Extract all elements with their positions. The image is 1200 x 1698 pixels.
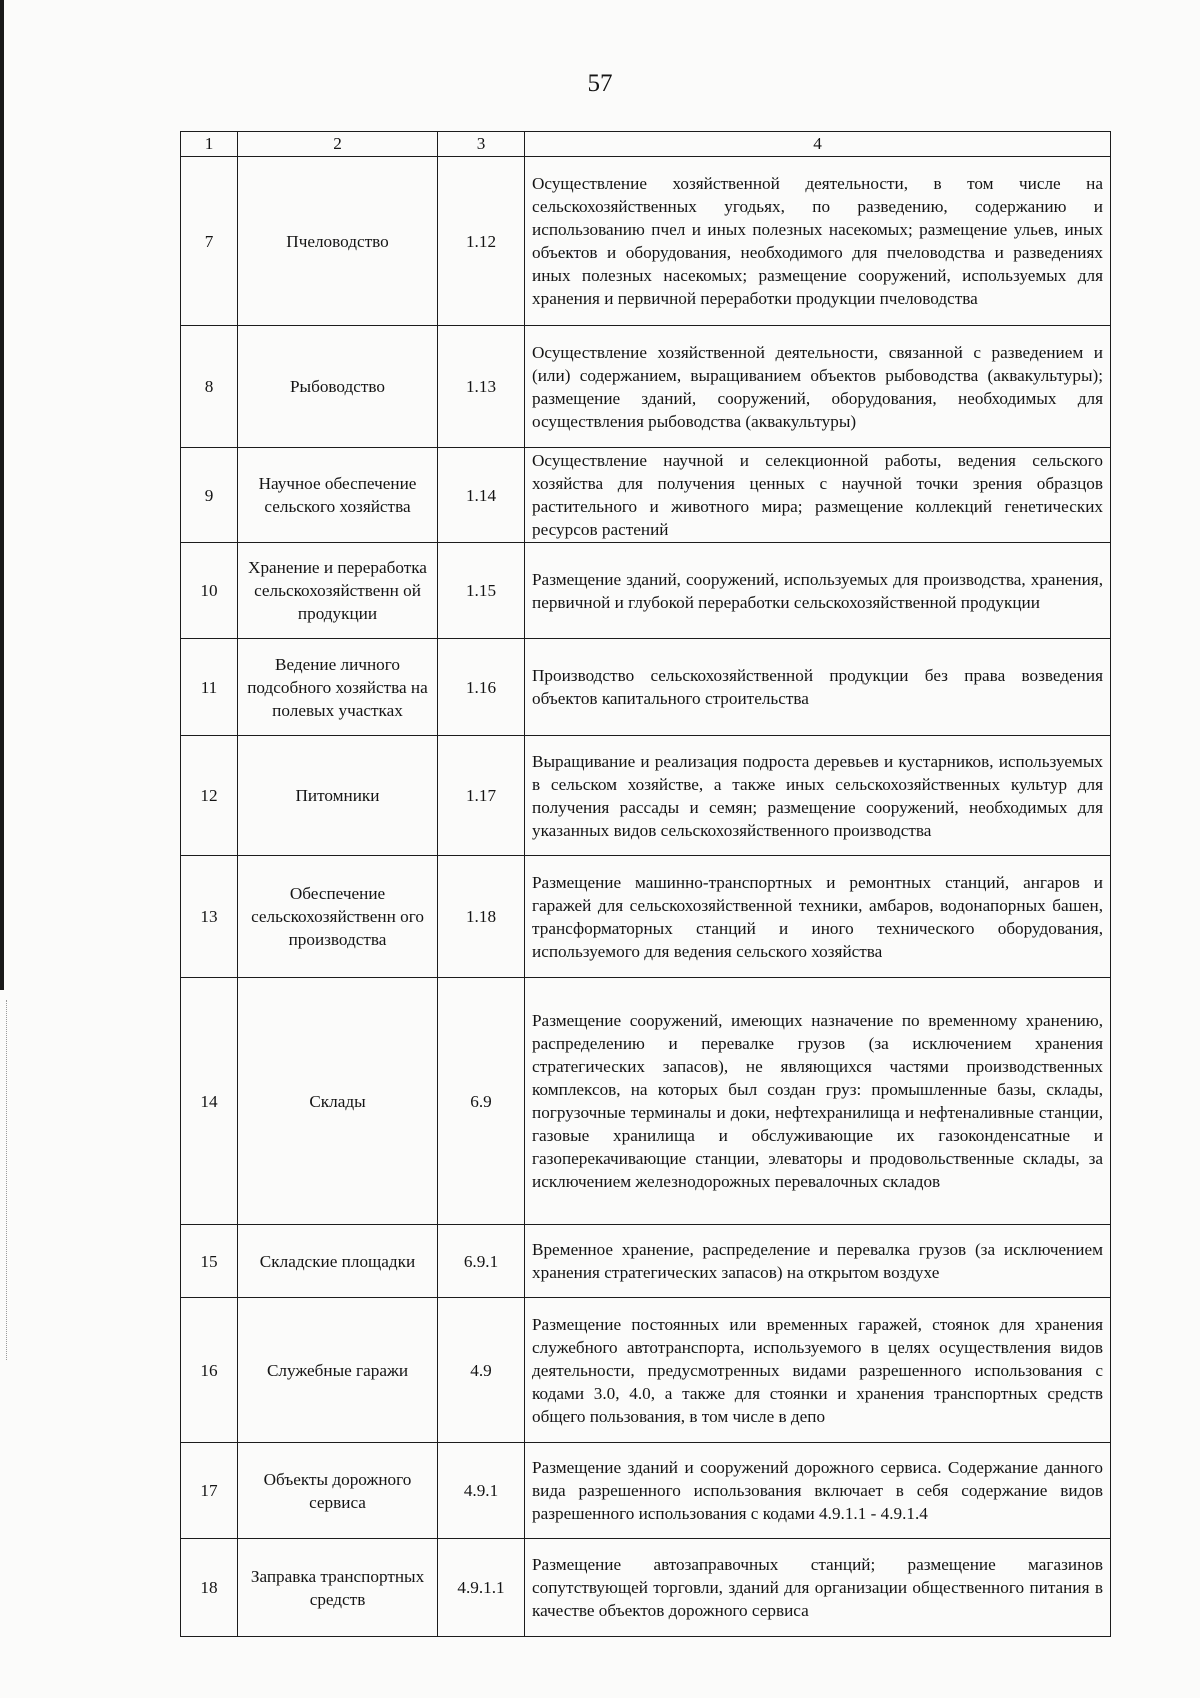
table-row [181, 856, 1111, 978]
use-type-code: 1.13 [438, 326, 525, 448]
table-row [181, 1225, 1111, 1298]
column-number-row [181, 132, 1111, 157]
use-type-description: Размещение сооружений, имеющих назначение по временному хранению, распределению и перевалке грузов (за исключением хранения стратегических запасов), не являющихся частями производственных комплексов, на которых был создан груз: промышленные базы, склады, погрузочные терминалы и доки, нефтехранилища и нефтеналивные станции, газовые хранилища и обслуживающие их газоконденсатные и газоперекачивающие станции, элеваторы и продовольственные склады, за исключением железнодорожных перевалочных складов [525, 978, 1111, 1225]
use-type-code: 6.9 [438, 978, 525, 1225]
row-number: 8 [181, 326, 238, 448]
use-type-code: 4.9.1 [438, 1443, 525, 1539]
use-type-code: 1.18 [438, 856, 525, 978]
use-type-description: Размещение машинно-транспортных и ремонтных станций, ангаров и гаражей для сельскохозяйственной техники, амбаров, водонапорных башен, трансформаторных станций и иного технического оборудования, используемого для ведения сельского хозяйства [525, 856, 1111, 978]
use-type-code: 4.9.1.1 [438, 1539, 525, 1637]
table-row [181, 326, 1111, 448]
table-row [181, 978, 1111, 1225]
table-row [181, 736, 1111, 856]
use-type-name: Объекты дорожного сервиса [238, 1443, 438, 1539]
row-number: 14 [181, 978, 238, 1225]
row-number: 18 [181, 1539, 238, 1637]
use-type-description: Размещение автозаправочных станций; размещение магазинов сопутствующей торговли, зданий для организации общественного питания в качестве объектов дорожного сервиса [525, 1539, 1111, 1637]
use-type-code: 4.9 [438, 1298, 525, 1443]
use-type-name: Пчеловодство [238, 157, 438, 326]
table-row [181, 543, 1111, 639]
use-type-name: Заправка транспортных средств [238, 1539, 438, 1637]
column-header: 2 [238, 132, 438, 157]
use-type-name: Хранение и переработка сельскохозяйственн ой продукции [238, 543, 438, 639]
column-header: 1 [181, 132, 238, 157]
use-type-code: 1.12 [438, 157, 525, 326]
table-row [181, 157, 1111, 326]
row-number: 16 [181, 1298, 238, 1443]
land-use-table [180, 131, 1111, 1637]
use-type-code: 6.9.1 [438, 1225, 525, 1298]
column-header: 4 [525, 132, 1111, 157]
page-number: 57 [587, 70, 613, 97]
use-type-description: Размещение постоянных или временных гаражей, стоянок для хранения служебного автотранспорта, используемого в целях осуществления видов деятельности, предусмотренных видами разрешенного использования с кодами 3.0, 4.0, а также для стоянки и хранения транспортных средств общего пользования, в том числе в депо [525, 1298, 1111, 1443]
use-type-description: Осуществление научной и селекционной работы, ведения сельского хозяйства для получения ценных с научной точки зрения образцов растительного и животного мира; размещение коллекций генетических ресурсов растений [525, 448, 1111, 543]
row-number: 10 [181, 543, 238, 639]
use-type-name: Служебные гаражи [238, 1298, 438, 1443]
table-row [181, 448, 1111, 543]
use-type-description: Осуществление хозяйственной деятельности, в том числе на сельскохозяйственных угодьях, по разведению, содержанию и использованию пчел и иных полезных насекомых; размещение ульев, иных объектов и оборудования, необходимого для пчеловодства и разведениях иных полезных насекомых; размещение сооружений, используемых для хранения и первичной переработки продукции пчеловодства [525, 157, 1111, 326]
scan-edge-bar [0, 0, 4, 990]
use-type-description: Размещение зданий и сооружений дорожного сервиса. Содержание данного вида разрешенного использования включает в себя содержание видов разрешенного использования с кодами 4.9.1.1 - 4.9.1.4 [525, 1443, 1111, 1539]
row-number: 12 [181, 736, 238, 856]
use-type-name: Питомники [238, 736, 438, 856]
use-type-description: Осуществление хозяйственной деятельности, связанной с разведением и (или) содержанием, выращиванием объектов рыбоводства (аквакультуры); размещение зданий, сооружений, оборудования, необходимых для осуществления рыбоводства (аквакультуры) [525, 326, 1111, 448]
table-row [181, 1539, 1111, 1637]
row-number: 13 [181, 856, 238, 978]
use-type-name: Складские площадки [238, 1225, 438, 1298]
use-type-description: Временное хранение, распределение и перевалка грузов (за исключением хранения стратегических запасов) на открытом воздухе [525, 1225, 1111, 1298]
use-type-name: Обеспечение сельскохозяйственн ого производства [238, 856, 438, 978]
table-row [181, 1298, 1111, 1443]
use-type-code: 1.14 [438, 448, 525, 543]
use-type-description: Производство сельскохозяйственной продукции без права возведения объектов капитального строительства [525, 639, 1111, 736]
use-type-name: Рыбоводство [238, 326, 438, 448]
use-type-code: 1.17 [438, 736, 525, 856]
table-row [181, 639, 1111, 736]
column-header: 3 [438, 132, 525, 157]
use-type-code: 1.16 [438, 639, 525, 736]
row-number: 15 [181, 1225, 238, 1298]
row-number: 7 [181, 157, 238, 326]
row-number: 11 [181, 639, 238, 736]
scan-edge-marks [6, 1000, 8, 1360]
use-type-code: 1.15 [438, 543, 525, 639]
use-type-name: Ведение личного подсобного хозяйства на полевых участках [238, 639, 438, 736]
use-type-name: Научное обеспечение сельского хозяйства [238, 448, 438, 543]
use-type-description: Размещение зданий, сооружений, используемых для производства, хранения, первичной и глубокой переработки сельскохозяйственной продукции [525, 543, 1111, 639]
table-row [181, 1443, 1111, 1539]
use-type-name: Склады [238, 978, 438, 1225]
row-number: 17 [181, 1443, 238, 1539]
use-type-description: Выращивание и реализация подроста деревьев и кустарников, используемых в сельском хозяйстве, а также иных сельскохозяйственных культур для получения рассады и семян; размещение сооружений, необходимых для указанных видов сельскохозяйственного производства [525, 736, 1111, 856]
row-number: 9 [181, 448, 238, 543]
